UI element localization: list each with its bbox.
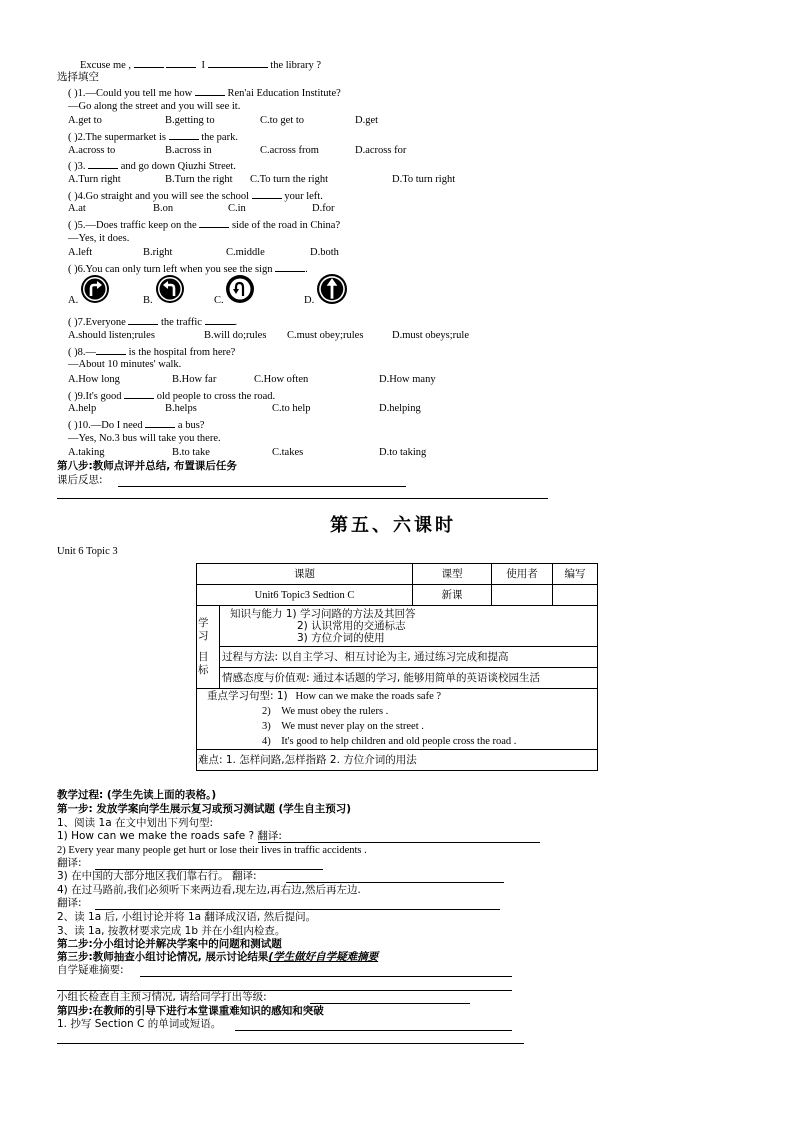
key-sentences-cell — [197, 689, 598, 750]
option: A.Turn right — [68, 174, 121, 185]
blank — [96, 344, 126, 355]
q1-text: ( )1.—Could you tell me how — [68, 88, 193, 99]
option: D.both — [310, 247, 339, 258]
lesson-title: 第五、六课时 — [330, 515, 456, 536]
turn-right-sign-icon — [81, 275, 109, 303]
step-1: 第一步: 发放学案向学生展示复习或预习测试题 (学生自主预习) — [57, 803, 352, 815]
key-sentence-2: We must obey the rulers . — [281, 706, 389, 717]
u-turn-sign-icon — [226, 275, 254, 303]
key-sentence-3: We must never play on the street . — [281, 721, 424, 732]
option: C. — [214, 295, 224, 306]
answer-line — [258, 842, 540, 843]
question-1-dialog: —Go along the street and you will see it. — [68, 101, 241, 112]
process-heading: 教学过程: (学生先读上面的表格。) — [57, 789, 217, 801]
option: D.How many — [379, 374, 436, 385]
sentence-1: 1) How can we make the roads safe ? 翻译: — [57, 830, 282, 842]
sentence-4-translation: 翻译: — [57, 897, 82, 909]
option: B.getting to — [165, 115, 215, 126]
intro-text-b: I — [201, 60, 206, 71]
key-sentence-4: It's good to help children and old people cross the road . — [281, 736, 517, 747]
option: C.To turn the right — [250, 174, 329, 185]
question-5-dialog: —Yes, it does. — [68, 233, 130, 244]
question-4-stem — [68, 188, 323, 203]
header-topic: 课题 — [197, 564, 413, 585]
question-5-stem — [68, 217, 340, 232]
option: C.How often — [254, 374, 309, 385]
q8-text-after: is the hospital from here? — [128, 347, 236, 358]
question-8-dialog: —About 10 minutes' walk. — [68, 359, 182, 370]
topic-cell: Unit6 Topic3 Sedtion C — [197, 585, 413, 606]
option: B.Turn the right — [165, 174, 233, 185]
q6-text-after: . — [305, 264, 308, 275]
option: D.across for — [355, 145, 407, 156]
blank — [208, 57, 268, 68]
check-label: 小组长检查自主预习情况, 请给同学打出等级: — [57, 991, 267, 1003]
knowledge-3: 3) 方位介词的使用 — [297, 632, 385, 644]
question-2-stem — [68, 129, 238, 144]
key-num: 3) — [262, 721, 271, 732]
q10-text: ( )10.—Do I need — [68, 420, 143, 431]
step-2: 第二步:分小组讨论并解决学案中的问题和测试题 — [57, 938, 282, 950]
option: A.help — [68, 403, 97, 414]
option: C.across from — [260, 145, 319, 156]
question-8-stem — [68, 344, 235, 359]
option: C.must obey;rules — [287, 330, 364, 341]
answer-line — [57, 1043, 524, 1044]
blank — [169, 129, 199, 140]
sentence-2-translation: 翻译: — [57, 857, 82, 869]
option: C.in — [228, 203, 246, 214]
goals-label-1: 学习 — [198, 617, 209, 642]
answer-line — [310, 1003, 470, 1004]
option: B.helps — [165, 403, 197, 414]
option: C.middle — [226, 247, 265, 258]
q4-text: ( )4.Go straight and you will see the school — [68, 191, 250, 202]
question-9-stem — [68, 388, 275, 403]
q7-text-mid: the traffic — [160, 317, 202, 328]
option: B.right — [143, 247, 173, 258]
option: D.To turn right — [392, 174, 456, 185]
blank — [128, 314, 158, 325]
copy-task: 1. 抄写 Section C 的单词或短语。 — [57, 1018, 222, 1030]
q2-text: ( )2.The supermarket is — [68, 132, 166, 143]
blank — [134, 57, 164, 68]
header-author: 编写 — [553, 564, 598, 585]
blank — [124, 388, 154, 399]
type-cell: 新课 — [413, 585, 492, 606]
blank — [199, 217, 229, 228]
q9-text: ( )9.It's good — [68, 391, 122, 402]
sentence-3: 3) 在中国的大部分地区我们靠右行。 翻译: — [57, 870, 257, 882]
question-10-stem — [68, 417, 204, 432]
blank — [145, 417, 175, 428]
q1-text-after: Ren'ai Education Institute? — [227, 88, 341, 99]
turn-left-sign-icon — [156, 275, 184, 303]
option: A.taking — [68, 447, 105, 458]
unit-topic: Unit 6 Topic 3 — [57, 546, 118, 557]
q2-text-after: the park. — [201, 132, 238, 143]
emotion-cell: 情感态度与价值观: 通过本话题的学习, 能够用简单的英语谈校园生活 — [220, 668, 598, 689]
key-sentence-1: How can we make the roads safe ? — [295, 691, 442, 702]
option: D.must obeys;rule — [392, 330, 469, 341]
q5-text-after: side of the road in China? — [231, 220, 341, 231]
item-2: 2、读 1a 后, 小组讨论并将 1a 翻译成汉语, 然后提问。 — [57, 911, 317, 923]
answer-line — [140, 976, 512, 977]
intro-sentence — [80, 57, 321, 72]
sentence-2: 2) Every year many people get hurt or lose their lives in traffic accidents . — [57, 845, 367, 856]
q7-text: ( )7.Everyone — [68, 317, 126, 328]
answer-line — [286, 882, 504, 883]
question-7-stem — [68, 314, 237, 329]
option: B.will do;rules — [204, 330, 267, 341]
lesson-info-table — [196, 563, 598, 771]
knowledge-2: 2) 认识常用的交通标志 — [297, 620, 406, 632]
option: A.should listen;rules — [68, 330, 155, 341]
option: A.How long — [68, 374, 120, 385]
step-3 — [57, 951, 378, 964]
option: A.get to — [68, 115, 102, 126]
q5-text: ( )5.—Does traffic keep on the — [68, 220, 197, 231]
goals-label-2: 目标 — [198, 651, 209, 676]
blank — [205, 314, 235, 325]
option: D.to taking — [379, 447, 427, 458]
intro-text-c: the library ? — [270, 60, 322, 71]
q3-text: ( )3. — [68, 161, 86, 172]
option: D.for — [312, 203, 335, 214]
doubts-label: 自学疑难摘要: — [57, 964, 124, 976]
question-6-stem — [68, 261, 308, 276]
blank — [275, 261, 305, 272]
option: B.to take — [172, 447, 210, 458]
reflection-line — [118, 486, 406, 487]
option: A.at — [68, 203, 86, 214]
question-1-stem — [68, 85, 341, 100]
intro-text-a: Excuse me , — [80, 60, 132, 71]
section-heading: 选择填空 — [57, 71, 99, 83]
blank — [252, 188, 282, 199]
answer-line — [235, 1030, 512, 1031]
straight-ahead-sign-icon — [317, 274, 347, 304]
key-label: 重点学习句型: 1) — [207, 690, 288, 702]
answer-line — [95, 909, 500, 910]
option: D.get — [355, 115, 379, 126]
question-3-stem — [68, 158, 236, 173]
option: C.to get to — [260, 115, 305, 126]
item-1: 1、阅读 1a 在文中划出下列句型: — [57, 817, 214, 829]
knowledge-1: 知识与能力 1) 学习问路的方法及其回答 — [230, 608, 416, 620]
option: A.across to — [68, 145, 116, 156]
blank — [166, 57, 196, 68]
q6-text: ( )6.You can only turn left when you see the sign — [68, 264, 273, 275]
user-cell — [492, 585, 553, 606]
step-4: 第四步:在教师的引导下进行本堂课重难知识的感知和突破 — [57, 1005, 324, 1017]
option: D.helping — [379, 403, 421, 414]
q3-text-after: and go down Qiuzhi Street. — [120, 161, 236, 172]
question-10-dialog: —Yes, No.3 bus will take you there. — [68, 433, 221, 444]
key-num: 4) — [262, 736, 271, 747]
q9-text-after: old people to cross the road. — [156, 391, 276, 402]
option: A.left — [68, 247, 93, 258]
header-user: 使用者 — [492, 564, 553, 585]
option: B.on — [153, 203, 174, 214]
key-num: 2) — [262, 706, 271, 717]
option: C.to help — [272, 403, 311, 414]
step-3-note: (学生做好自学疑难摘要 — [268, 951, 379, 963]
item-3: 3、读 1a, 按教材要求完成 1b 并在小组内检查。 — [57, 925, 286, 937]
option: B.How far — [172, 374, 217, 385]
blank — [88, 158, 118, 169]
sentence-4: 4) 在过马路前,我们必须听下来两边看,现左边,再右边,然后再左边. — [57, 884, 361, 896]
q10-text-after: a bus? — [177, 420, 205, 431]
step-3-text: 第三步:教师抽查小组讨论情况, 展示讨论结果 — [57, 951, 269, 963]
q4-text-after: your left. — [284, 191, 323, 202]
reflection-label: 课后反思: — [57, 474, 103, 486]
q7-text-after: . — [234, 317, 238, 328]
divider-line — [57, 498, 548, 499]
process-cell: 过程与方法: 以自主学习、相互讨论为主, 通过练习完成和提高 — [220, 647, 598, 668]
step-8: 第八步:教师点评并总结, 布置课后任务 — [57, 460, 237, 472]
author-cell — [553, 585, 598, 606]
blank — [195, 85, 225, 96]
option: B.across in — [165, 145, 212, 156]
knowledge-cell — [220, 606, 598, 647]
q8-text: ( )8.— — [68, 347, 96, 358]
option: A. — [68, 295, 79, 306]
header-type: 课型 — [413, 564, 492, 585]
option: D. — [304, 295, 315, 306]
option: B. — [143, 295, 153, 306]
option: C.takes — [272, 447, 304, 458]
difficulty-cell: 难点: 1. 怎样问路,怎样指路 2. 方位介词的用法 — [197, 750, 598, 771]
goals-label — [197, 606, 220, 689]
